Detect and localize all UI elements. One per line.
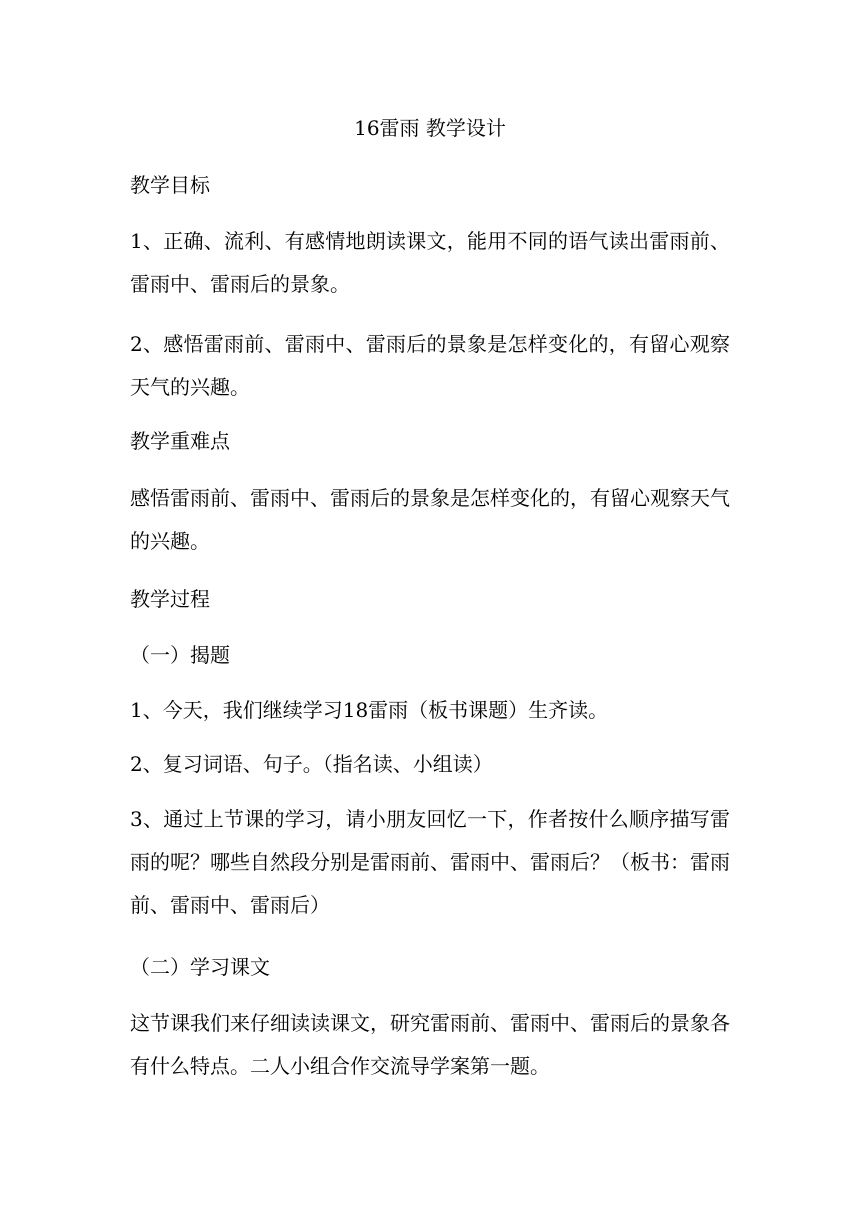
goal-paragraph-1: 1、正确、流利、有感情地朗读课文，能用不同的语气读出雷雨前、雷雨中、雷雨后的景象。 — [130, 229, 730, 296]
study-text-paragraph: 这节课我们来仔细读读课文，研究雷雨前、雷雨中、雷雨后的景象各有什么特点。二人小组合作交流导学案第一题。 — [130, 1011, 730, 1078]
heading-key-difficulties: 教学重难点 — [130, 429, 230, 453]
process-step-3: 3、通过上节课的学习，请小朋友回忆一下，作者按什么顺序描写雷雨的呢？哪些自然段分别是雷雨前、雷雨中、雷雨后？（板书：雷雨前、雷雨中、雷雨后） — [130, 807, 730, 917]
subheading-study-text: （二）学习课文 — [130, 955, 270, 979]
process-step-1: 1、今天，我们继续学习18雷雨（板书课题）生齐读。 — [130, 698, 609, 722]
document-title: 16雷雨 教学设计 — [354, 116, 506, 140]
heading-teaching-process: 教学过程 — [130, 587, 210, 611]
goal-paragraph-2: 2、感悟雷雨前、雷雨中、雷雨后的景象是怎样变化的，有留心观察天气的兴趣。 — [130, 332, 730, 399]
key-difficulty-paragraph: 感悟雷雨前、雷雨中、雷雨后的景象是怎样变化的，有留心观察天气的兴趣。 — [130, 486, 730, 553]
heading-teaching-goals: 教学目标 — [130, 173, 210, 197]
subheading-introduce-topic: （一）揭题 — [130, 643, 230, 667]
process-step-2: 2、复习词语、句子。（指名读、小组读） — [130, 752, 493, 776]
